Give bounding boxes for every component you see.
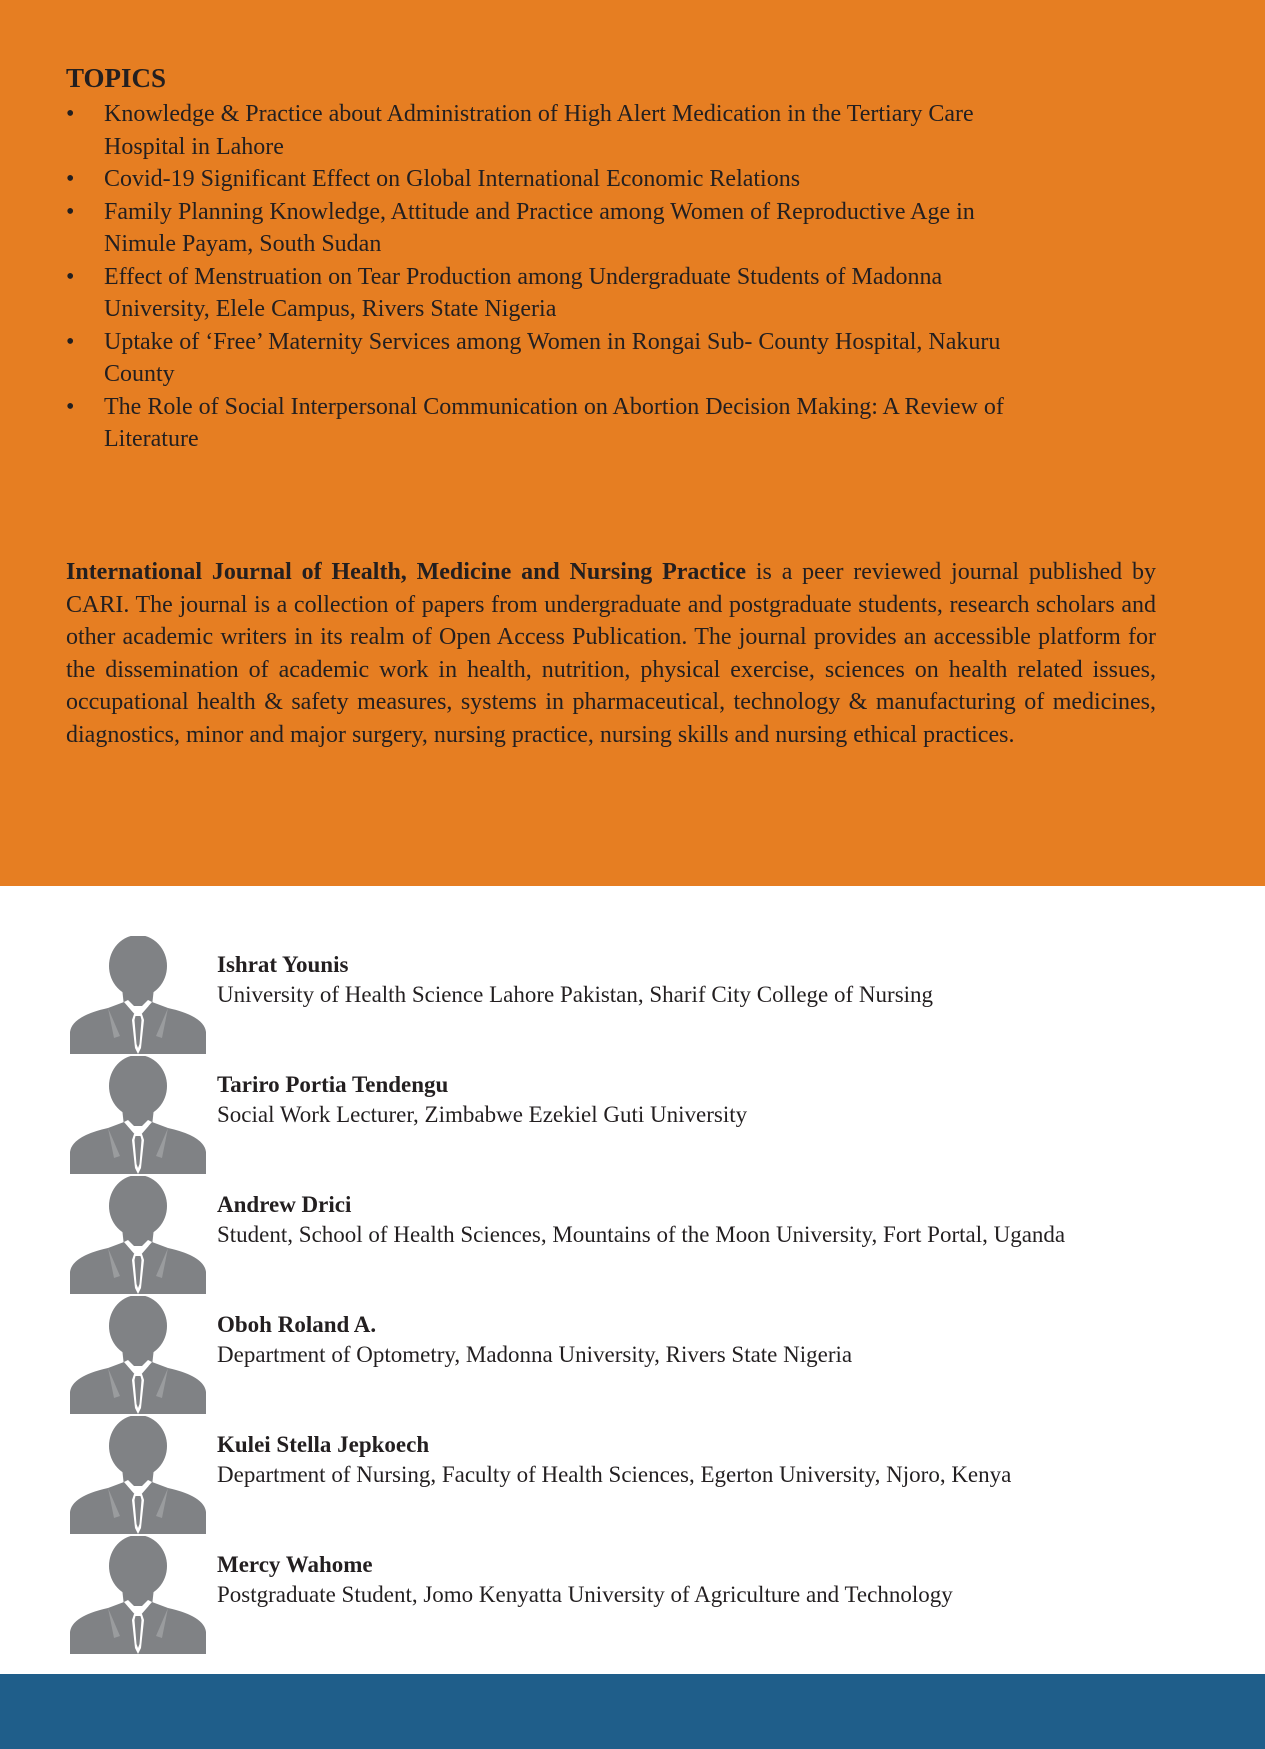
author-affiliation: Department of Optometry, Madonna University, Rivers State Nigeria <box>217 1342 853 1367</box>
author-name: Andrew Drici <box>217 1192 352 1217</box>
topic-item: • Covid-19 Significant Effect on Global International Economic Relations <box>66 163 1156 196</box>
person-silhouette-icon <box>68 1536 208 1654</box>
topic-item: • Family Planning Knowledge, Attitude and Practice among Women of Reproductive Age in Nimule Payam, South Sudan <box>66 196 1156 261</box>
topic-item: • Uptake of ‘Free’ Maternity Services among Women in Rongai Sub- County Hospital, Nakuru County <box>66 326 1156 391</box>
topics-heading: TOPICS <box>66 63 167 93</box>
author-name: Oboh Roland A. <box>217 1312 377 1337</box>
author-name: Tariro Portia Tendengu <box>217 1072 449 1097</box>
person-silhouette-icon <box>68 936 208 1054</box>
person-silhouette-icon <box>68 1176 208 1294</box>
author-entry <box>66 1056 1216 1174</box>
person-silhouette-icon <box>68 1056 208 1174</box>
topic-item: • Knowledge & Practice about Administration of High Alert Medication in the Tertiary Care Hospital in Lahore <box>66 98 1156 163</box>
author-affiliation: Postgraduate Student, Jomo Kenyatta University of Agriculture and Technology <box>217 1582 953 1607</box>
journal-name: International Journal of Health, Medicine and Nursing Practice <box>66 559 747 585</box>
author-entry <box>66 936 1216 1054</box>
person-silhouette-icon <box>68 1296 208 1414</box>
author-affiliation: Department of Nursing, Faculty of Health Sciences, Egerton University, Njoro, Kenya <box>217 1462 1012 1487</box>
author-entry <box>66 1536 1216 1654</box>
author-entry <box>66 1416 1216 1534</box>
author-affiliation: University of Health Science Lahore Pakistan, Sharif City College of Nursing <box>217 982 934 1007</box>
author-affiliation: Social Work Lecturer, Zimbabwe Ezekiel Guti University <box>217 1102 748 1127</box>
footer-bar <box>0 1674 1265 1749</box>
person-silhouette-icon <box>68 1416 208 1534</box>
journal-description-text: is a peer reviewed journal published by CARI. The journal is a collection of papers from undergraduate and postgraduate students, research scholars and other academic writers in its realm of Open Access Publication. The journal provides an accessible platform for the dissemination of academic work in health, nutrition, physical exercise, sciences on health related issues, occupational health & safety measures, systems in pharmaceutical, technology & manufacturing of medicines, diagnostics, minor and major surgery, nursing practice, nursing skills and nursing ethical practices. <box>66 559 1157 748</box>
author-name: Ishrat Younis <box>217 952 349 977</box>
author-entry <box>66 1176 1216 1294</box>
author-entry <box>66 1296 1216 1414</box>
author-name: Mercy Wahome <box>217 1552 373 1577</box>
author-affiliation: Student, School of Health Sciences, Mountains of the Moon University, Fort Portal, Uganda <box>217 1222 1066 1247</box>
author-name: Kulei Stella Jepkoech <box>217 1432 430 1457</box>
topic-item: • The Role of Social Interpersonal Communication on Abortion Decision Making: A Review of Literature <box>66 391 1156 456</box>
journal-description <box>66 556 1156 751</box>
topics-list <box>66 98 1156 456</box>
topic-item: • Effect of Menstruation on Tear Production among Undergraduate Students of Madonna University, Elele Campus, Rivers State Nigeria <box>66 261 1156 326</box>
